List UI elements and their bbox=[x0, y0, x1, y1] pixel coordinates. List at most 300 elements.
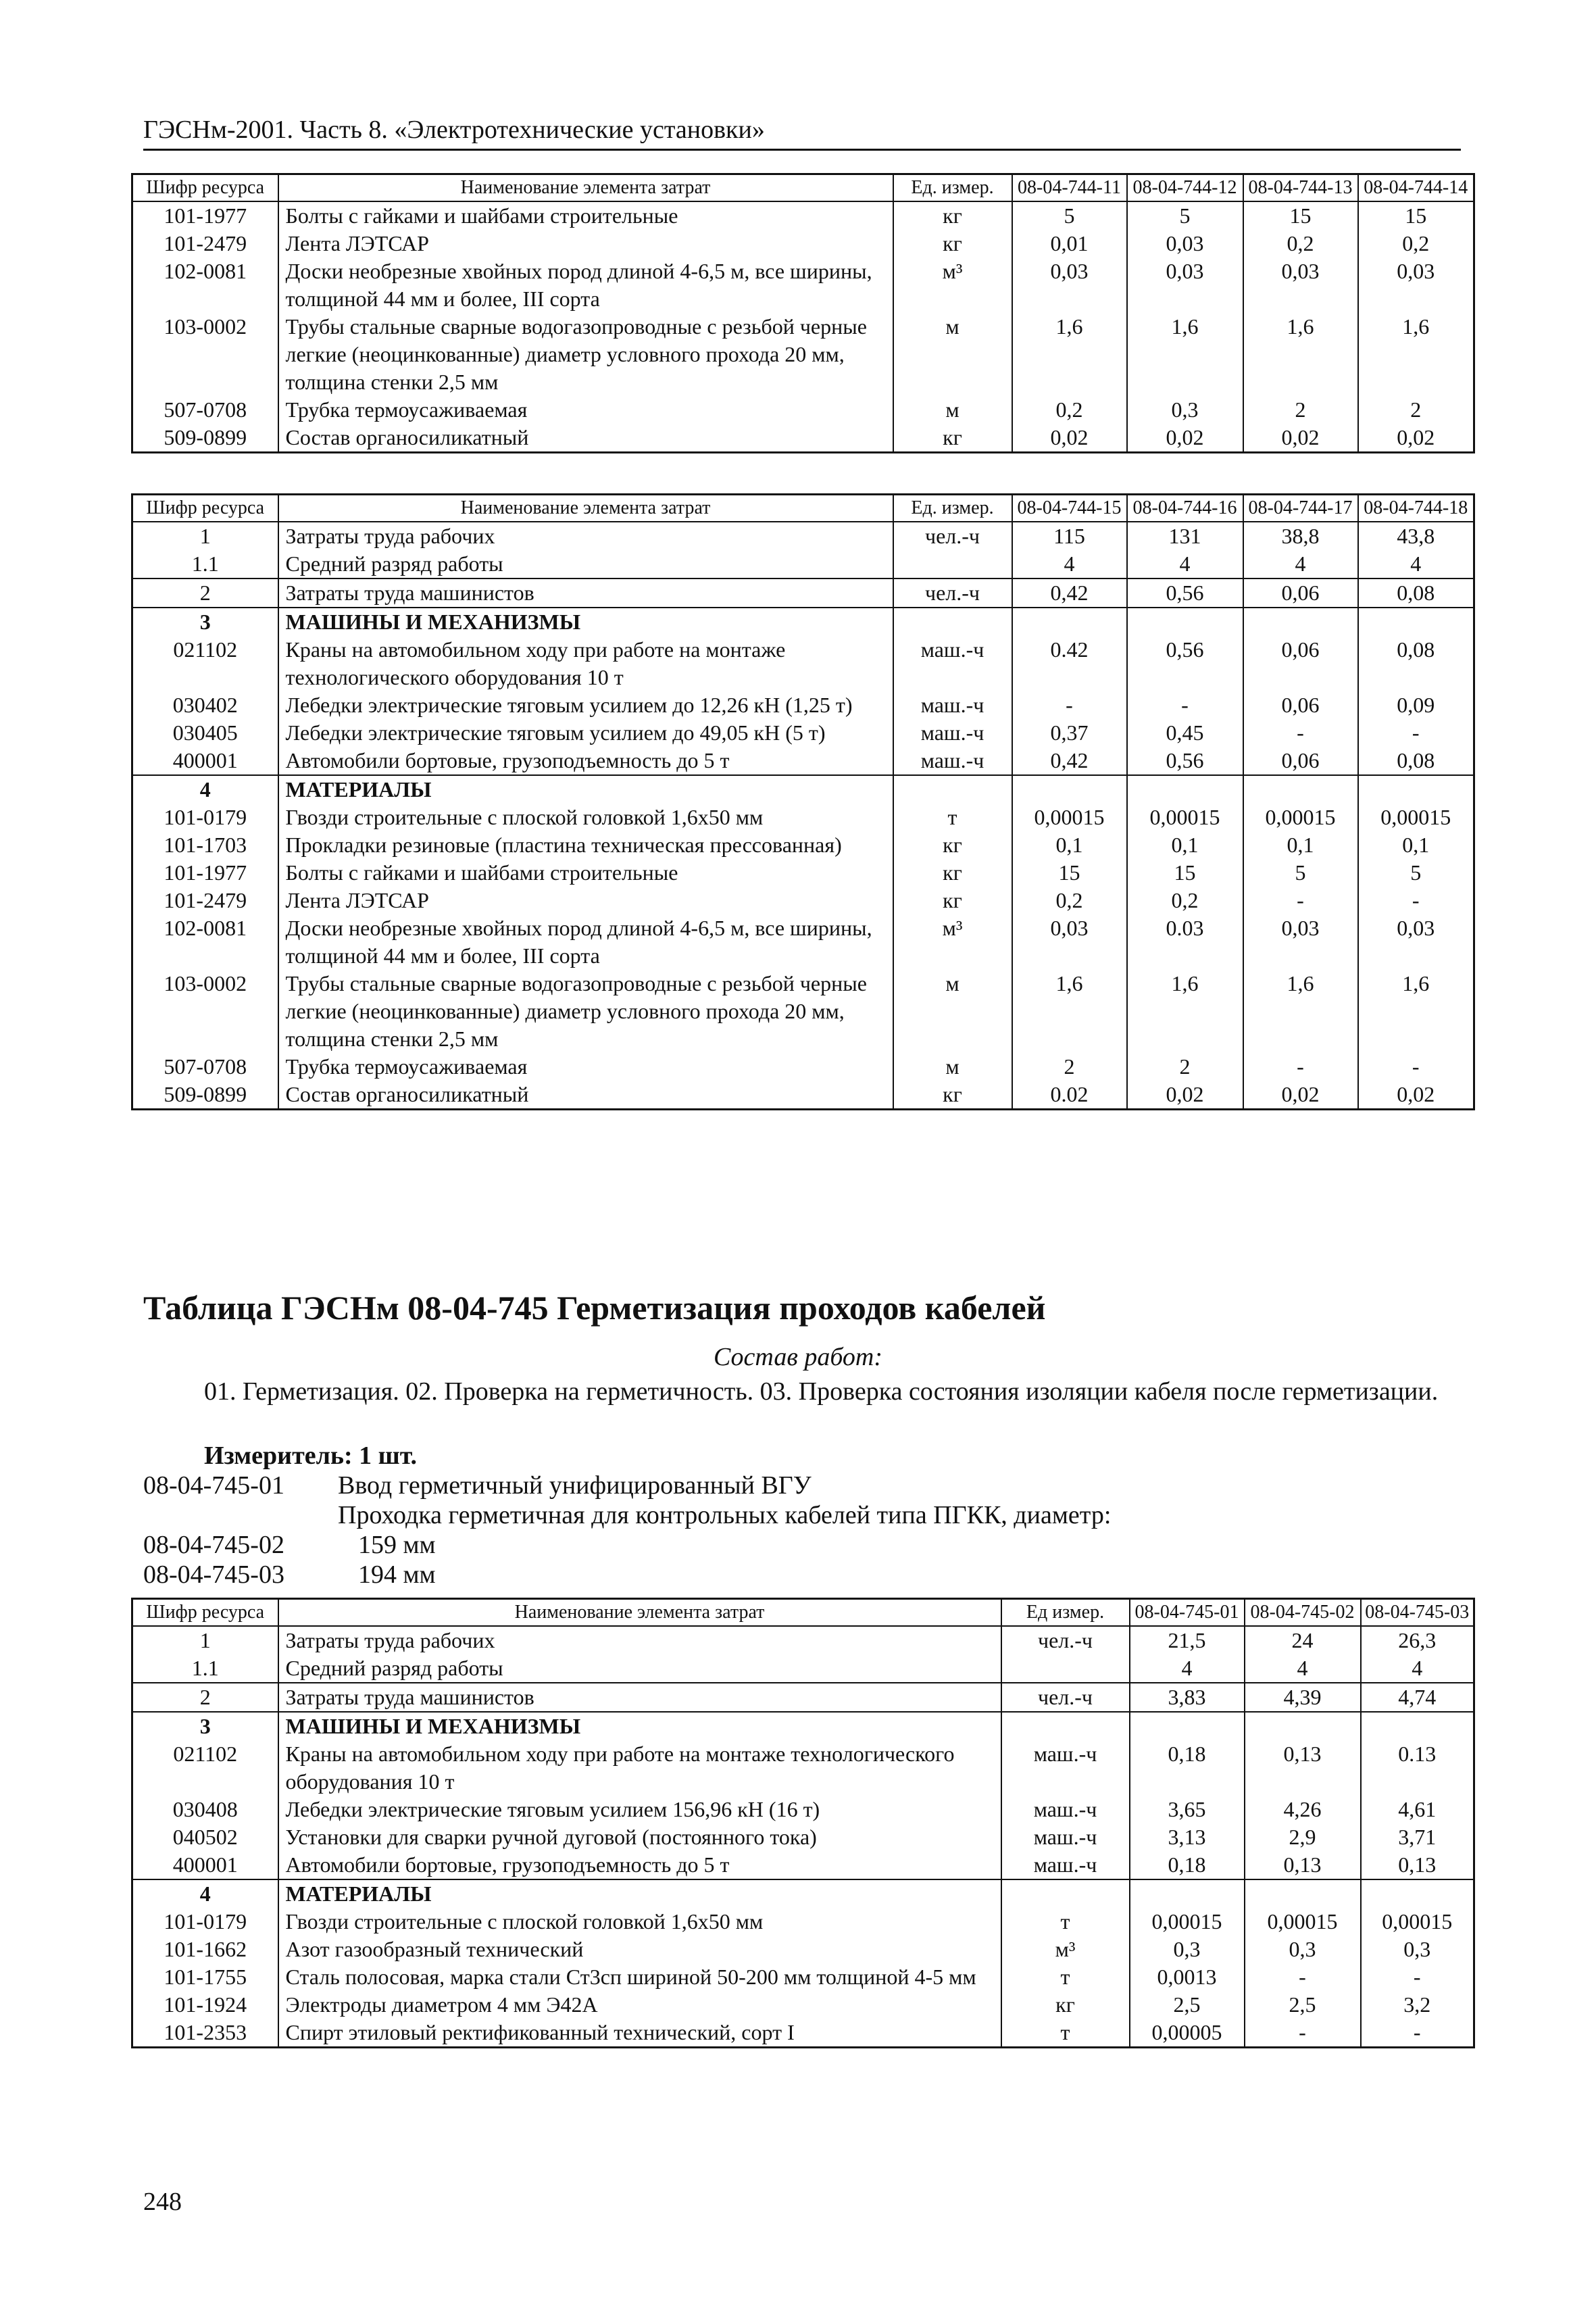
norm-value-cell: 0,1 bbox=[1358, 831, 1474, 859]
norm-value-cell bbox=[1358, 608, 1474, 636]
resource-name-cell: Состав органосиликатный bbox=[278, 1081, 893, 1110]
resource-name-cell: Лебедки электрические тяговым усилием до 49,05 кН (5 т) bbox=[278, 719, 893, 747]
unit-cell: т bbox=[1001, 1908, 1130, 1936]
col-header-norm: 08-04-744-15 bbox=[1012, 495, 1127, 522]
section-row bbox=[132, 1879, 1474, 1908]
table-row bbox=[132, 1053, 1474, 1081]
norm-value-cell: 1,6 bbox=[1358, 970, 1474, 1053]
norm-value-cell: 0,02 bbox=[1243, 424, 1358, 453]
col-header-norm: 08-04-744-11 bbox=[1012, 174, 1127, 202]
col-header-norm: 08-04-744-16 bbox=[1127, 495, 1243, 522]
unit-cell bbox=[1001, 1654, 1130, 1683]
norm-value-cell: 0,03 bbox=[1243, 914, 1358, 970]
norm-value-cell: 24 bbox=[1245, 1626, 1361, 1654]
resource-code-cell: 1 bbox=[132, 1626, 278, 1654]
norm-value-cell: - bbox=[1358, 887, 1474, 914]
norm-value-cell: 5 bbox=[1243, 859, 1358, 887]
norm-value-cell: 3,2 bbox=[1361, 1991, 1474, 2019]
norm-value-cell bbox=[1130, 1712, 1245, 1740]
resource-code-cell: 101-2479 bbox=[132, 230, 278, 257]
table-row bbox=[132, 859, 1474, 887]
norm-value-cell: 131 bbox=[1127, 522, 1243, 550]
norm-value-cell bbox=[1130, 1879, 1245, 1908]
norm-value-cell: 0.13 bbox=[1361, 1740, 1474, 1796]
unit-cell: маш.-ч bbox=[1001, 1740, 1130, 1796]
norm-value-cell: 0,56 bbox=[1127, 578, 1243, 608]
unit-cell: кг bbox=[893, 831, 1012, 859]
unit-cell: маш.-ч bbox=[893, 691, 1012, 719]
norm-value-cell: 0,3 bbox=[1245, 1936, 1361, 1963]
table-row bbox=[132, 691, 1474, 719]
unit-cell: м bbox=[893, 396, 1012, 424]
resource-code-cell: 040502 bbox=[132, 1823, 278, 1851]
col-header-unit: Ед измер. bbox=[1001, 1599, 1130, 1627]
table-row bbox=[132, 887, 1474, 914]
norm-value-cell: 0,02 bbox=[1358, 424, 1474, 453]
table-row bbox=[132, 719, 1474, 747]
resource-code-cell: 1.1 bbox=[132, 1654, 278, 1683]
norm-value-cell: 21,5 bbox=[1130, 1626, 1245, 1654]
unit-cell bbox=[893, 775, 1012, 804]
norm-value-cell: 0,00015 bbox=[1245, 1908, 1361, 1936]
meter-label: Измеритель: 1 шт. bbox=[204, 1442, 418, 1470]
resource-name-cell: Лебедки электрические тяговым усилием до 12,26 кН (1,25 т) bbox=[278, 691, 893, 719]
norm-value-cell: 0,3 bbox=[1361, 1936, 1474, 1963]
unit-cell: маш.-ч bbox=[1001, 1823, 1130, 1851]
unit-cell: т bbox=[1001, 1963, 1130, 1991]
norm-value-cell: 0,3 bbox=[1127, 396, 1243, 424]
table-row bbox=[132, 201, 1474, 230]
unit-cell bbox=[893, 608, 1012, 636]
resource-code-cell: 101-1977 bbox=[132, 201, 278, 230]
norm-value-cell: 0,00015 bbox=[1012, 804, 1127, 831]
table-row bbox=[132, 1683, 1474, 1712]
norm-value-cell: 15 bbox=[1127, 859, 1243, 887]
unit-cell: чел.-ч bbox=[1001, 1683, 1130, 1712]
table-row bbox=[132, 831, 1474, 859]
resource-name-cell: Доски необрезные хвойных пород длиной 4-6,5 м, все ширины, толщиной 44 мм и более, III сорта bbox=[278, 257, 893, 313]
unit-cell: кг bbox=[893, 201, 1012, 230]
resource-code-cell: 507-0708 bbox=[132, 1053, 278, 1081]
norm-value-cell: 1,6 bbox=[1358, 313, 1474, 396]
norm-value-cell: 0,2 bbox=[1012, 887, 1127, 914]
col-header-unit: Ед. измер. bbox=[893, 495, 1012, 522]
norm-value-cell: 4,61 bbox=[1361, 1796, 1474, 1823]
norm-value-cell bbox=[1361, 1712, 1474, 1740]
norm-value-cell: 0,1 bbox=[1127, 831, 1243, 859]
norm-value-cell: 1,6 bbox=[1012, 313, 1127, 396]
norm-text: 159 мм bbox=[358, 1531, 436, 1559]
norm-value-cell: - bbox=[1358, 1053, 1474, 1081]
norm-value-cell bbox=[1012, 608, 1127, 636]
resource-name-cell: Трубы стальные сварные водогазопроводные с резьбой черные легкие (неоцинкованные) диаметр условного прохода 20 мм, толщина стенки 2,5 мм bbox=[278, 970, 893, 1053]
norm-value-cell: 0,06 bbox=[1243, 578, 1358, 608]
resource-code-cell: 101-2479 bbox=[132, 887, 278, 914]
col-header-code: Шифр ресурса bbox=[132, 495, 278, 522]
col-header-code: Шифр ресурса bbox=[132, 1599, 278, 1627]
running-header: ГЭСНм-2001. Часть 8. «Электротехнические установки» bbox=[143, 115, 1461, 151]
unit-cell: кг bbox=[893, 230, 1012, 257]
norm-value-cell: 15 bbox=[1012, 859, 1127, 887]
resource-code-cell: 2 bbox=[132, 578, 278, 608]
resource-code-cell: 101-1703 bbox=[132, 831, 278, 859]
norm-value-cell: 0,08 bbox=[1358, 747, 1474, 775]
norm-value-cell bbox=[1243, 775, 1358, 804]
norm-value-cell: 3,83 bbox=[1130, 1683, 1245, 1712]
resource-code-cell: 3 bbox=[132, 608, 278, 636]
section-row bbox=[132, 775, 1474, 804]
norm-value-cell: 1,6 bbox=[1012, 970, 1127, 1053]
norm-value-cell: 0,00015 bbox=[1127, 804, 1243, 831]
norm-value-cell: 2,5 bbox=[1245, 1991, 1361, 2019]
norm-value-cell: 26,3 bbox=[1361, 1626, 1474, 1654]
resource-code-cell: 101-1924 bbox=[132, 1991, 278, 2019]
resource-code-cell: 103-0002 bbox=[132, 970, 278, 1053]
resource-name-cell: Болты с гайками и шайбами строительные bbox=[278, 201, 893, 230]
resource-code-cell: 030405 bbox=[132, 719, 278, 747]
resource-name-cell: Автомобили бортовые, грузоподъемность до 5 т bbox=[278, 1851, 1001, 1879]
resource-code-cell: 507-0708 bbox=[132, 396, 278, 424]
col-header-norm: 08-04-744-14 bbox=[1358, 174, 1474, 202]
resource-name-cell: Доски необрезные хвойных пород длиной 4-6,5 м, все ширины, толщиной 44 мм и более, III сорта bbox=[278, 914, 893, 970]
unit-cell: чел.-ч bbox=[1001, 1626, 1130, 1654]
resource-name-cell: Затраты труда рабочих bbox=[278, 522, 893, 550]
norm-value-cell: 0,06 bbox=[1243, 747, 1358, 775]
resource-code-cell: 400001 bbox=[132, 1851, 278, 1879]
norm-value-cell: - bbox=[1243, 719, 1358, 747]
table-row bbox=[132, 747, 1474, 775]
norm-value-cell: - bbox=[1245, 2019, 1361, 2048]
unit-cell: маш.-ч bbox=[1001, 1796, 1130, 1823]
resource-code-cell: 103-0002 bbox=[132, 313, 278, 396]
norm-value-cell: 0,42 bbox=[1012, 578, 1127, 608]
norm-value-cell: 0,13 bbox=[1361, 1851, 1474, 1879]
norm-value-cell: 0,03 bbox=[1127, 230, 1243, 257]
resource-name-cell: Гвозди строительные с плоской головкой 1,6х50 мм bbox=[278, 804, 893, 831]
norm-value-cell: 2 bbox=[1358, 396, 1474, 424]
norm-value-cell: 4 bbox=[1127, 550, 1243, 578]
table-row bbox=[132, 522, 1474, 550]
unit-cell: кг bbox=[893, 1081, 1012, 1110]
resource-name-cell: МАШИНЫ И МЕХАНИЗМЫ bbox=[278, 1712, 1001, 1740]
norm-value-cell: 0,42 bbox=[1012, 747, 1127, 775]
norm-value-cell: 4 bbox=[1245, 1654, 1361, 1683]
resource-name-cell: Сталь полосовая, марка стали Ст3сп шириной 50-200 мм толщиной 4-5 мм bbox=[278, 1963, 1001, 1991]
resource-code-cell: 509-0899 bbox=[132, 1081, 278, 1110]
col-header-norm: 08-04-744-17 bbox=[1243, 495, 1358, 522]
norm-value-cell bbox=[1127, 608, 1243, 636]
norm-text: 194 мм bbox=[358, 1560, 436, 1589]
table-row bbox=[132, 914, 1474, 970]
resource-code-cell: 3 bbox=[132, 1712, 278, 1740]
norm-value-cell: 0,56 bbox=[1127, 636, 1243, 691]
norm-value-cell: 4 bbox=[1358, 550, 1474, 578]
unit-cell: т bbox=[893, 804, 1012, 831]
resource-code-cell: 101-1662 bbox=[132, 1936, 278, 1963]
table-row bbox=[132, 2019, 1474, 2048]
table-row bbox=[132, 257, 1474, 313]
norm-value-cell: 0,00015 bbox=[1130, 1908, 1245, 1936]
norm-value-cell: 15 bbox=[1243, 201, 1358, 230]
norm-value-cell: 0,37 bbox=[1012, 719, 1127, 747]
norm-value-cell: 0,1 bbox=[1012, 831, 1127, 859]
table-row bbox=[132, 636, 1474, 691]
resource-code-cell: 4 bbox=[132, 1879, 278, 1908]
composition-label: Состав работ: bbox=[713, 1343, 883, 1371]
col-header-norm: 08-04-745-02 bbox=[1245, 1599, 1361, 1627]
norm-value-cell: 0,56 bbox=[1127, 747, 1243, 775]
unit-cell: кг bbox=[893, 424, 1012, 453]
norm-value-cell: 0,18 bbox=[1130, 1740, 1245, 1796]
norm-value-cell: 2 bbox=[1012, 1053, 1127, 1081]
resource-code-cell: 030402 bbox=[132, 691, 278, 719]
table-row bbox=[132, 396, 1474, 424]
norm-value-cell: 0,2 bbox=[1127, 887, 1243, 914]
table-row bbox=[132, 1851, 1474, 1879]
norm-value-cell: 0.03 bbox=[1127, 914, 1243, 970]
norm-value-cell: 0,2 bbox=[1243, 230, 1358, 257]
norm-value-cell bbox=[1243, 608, 1358, 636]
unit-cell: м bbox=[893, 1053, 1012, 1081]
norm-value-cell: 115 bbox=[1012, 522, 1127, 550]
norm-value-cell: - bbox=[1358, 719, 1474, 747]
resource-code-cell: 101-0179 bbox=[132, 1908, 278, 1936]
resource-name-cell: Лента ЛЭТСАР bbox=[278, 230, 893, 257]
col-header-unit: Ед. измер. bbox=[893, 174, 1012, 202]
norm-value-cell: 4 bbox=[1243, 550, 1358, 578]
resource-code-cell: 2 bbox=[132, 1683, 278, 1712]
table-row bbox=[132, 1963, 1474, 1991]
table-row bbox=[132, 1626, 1474, 1654]
norm-value-cell: 5 bbox=[1358, 859, 1474, 887]
resource-name-cell: Состав органосиликатный bbox=[278, 424, 893, 453]
unit-cell: кг bbox=[893, 859, 1012, 887]
norm-value-cell: 38,8 bbox=[1243, 522, 1358, 550]
resource-name-cell: Автомобили бортовые, грузоподъемность до 5 т bbox=[278, 747, 893, 775]
norm-value-cell: 1,6 bbox=[1127, 313, 1243, 396]
table-row bbox=[132, 1654, 1474, 1683]
unit-cell: м³ bbox=[1001, 1936, 1130, 1963]
resource-name-cell: МАТЕРИАЛЫ bbox=[278, 1879, 1001, 1908]
unit-cell bbox=[1001, 1879, 1130, 1908]
resource-name-cell: Средний разряд работы bbox=[278, 1654, 1001, 1683]
table-row bbox=[132, 578, 1474, 608]
resource-name-cell: Электроды диаметром 4 мм Э42А bbox=[278, 1991, 1001, 2019]
section-title: Таблица ГЭСНм 08-04-745 Герметизация проходов кабелей bbox=[143, 1289, 1046, 1327]
norm-value-cell bbox=[1361, 1879, 1474, 1908]
norm-value-cell: 0,0013 bbox=[1130, 1963, 1245, 1991]
col-header-norm: 08-04-745-03 bbox=[1361, 1599, 1474, 1627]
resource-code-cell: 1 bbox=[132, 522, 278, 550]
norm-value-cell: 1,6 bbox=[1127, 970, 1243, 1053]
norm-value-cell: 0,02 bbox=[1012, 424, 1127, 453]
norm-code: 08-04-745-03 bbox=[143, 1560, 284, 1589]
page-number: 248 bbox=[143, 2188, 182, 2216]
resource-code-cell: 102-0081 bbox=[132, 257, 278, 313]
norm-value-cell: 4 bbox=[1361, 1654, 1474, 1683]
norm-value-cell bbox=[1127, 775, 1243, 804]
norm-value-cell: 2,5 bbox=[1130, 1991, 1245, 2019]
norm-value-cell: 0,03 bbox=[1243, 257, 1358, 313]
norm-value-cell: 0,03 bbox=[1358, 257, 1474, 313]
unit-cell: чел.-ч bbox=[893, 522, 1012, 550]
unit-cell: маш.-ч bbox=[893, 719, 1012, 747]
unit-cell: кг bbox=[893, 887, 1012, 914]
resource-name-cell: Средний разряд работы bbox=[278, 550, 893, 578]
table-row bbox=[132, 1991, 1474, 2019]
norm-value-cell: 3,71 bbox=[1361, 1823, 1474, 1851]
norm-value-cell: 4 bbox=[1130, 1654, 1245, 1683]
unit-cell: м³ bbox=[893, 914, 1012, 970]
norm-value-cell: 1,6 bbox=[1243, 970, 1358, 1053]
table-row bbox=[132, 1936, 1474, 1963]
resource-name-cell: Азот газообразный технический bbox=[278, 1936, 1001, 1963]
resource-code-cell: 021102 bbox=[132, 1740, 278, 1796]
col-header-name: Наименование элемента затрат bbox=[278, 1599, 1001, 1627]
table-row bbox=[132, 1796, 1474, 1823]
resource-name-cell: Лента ЛЭТСАР bbox=[278, 887, 893, 914]
resource-name-cell: Затраты труда машинистов bbox=[278, 1683, 1001, 1712]
table-row bbox=[132, 804, 1474, 831]
unit-cell: чел.-ч bbox=[893, 578, 1012, 608]
resource-code-cell: 102-0081 bbox=[132, 914, 278, 970]
table-row bbox=[132, 1823, 1474, 1851]
resource-code-cell: 030408 bbox=[132, 1796, 278, 1823]
resource-name-cell: Трубка термоусаживаемая bbox=[278, 396, 893, 424]
norm-value-cell: - bbox=[1243, 887, 1358, 914]
table-row bbox=[132, 550, 1474, 578]
table-row bbox=[132, 1081, 1474, 1110]
norm-code: 08-04-745-01 bbox=[143, 1471, 284, 1500]
norm-value-cell bbox=[1245, 1712, 1361, 1740]
resource-code-cell: 101-1977 bbox=[132, 859, 278, 887]
section-row bbox=[132, 608, 1474, 636]
norm-value-cell: 0,3 bbox=[1130, 1936, 1245, 1963]
table-row bbox=[132, 313, 1474, 396]
table-row bbox=[132, 424, 1474, 453]
unit-cell: м bbox=[893, 970, 1012, 1053]
norm-value-cell: 4,39 bbox=[1245, 1683, 1361, 1712]
works-description: 01. Герметизация. 02. Проверка на герметичность. 03. Проверка состояния изоляции кабеля после герметизации. bbox=[204, 1377, 1439, 1406]
norm-value-cell: 4,26 bbox=[1245, 1796, 1361, 1823]
table-row bbox=[132, 970, 1474, 1053]
resource-name-cell: Краны на автомобильном ходу при работе на монтаже технологического оборудования 10 т bbox=[278, 1740, 1001, 1796]
resource-name-cell: Болты с гайками и шайбами строительные bbox=[278, 859, 893, 887]
resource-code-cell: 1.1 bbox=[132, 550, 278, 578]
norm-value-cell: 0,18 bbox=[1130, 1851, 1245, 1879]
norm-value-cell: 5 bbox=[1012, 201, 1127, 230]
resource-name-cell: Прокладки резиновые (пластина техническая прессованная) bbox=[278, 831, 893, 859]
resource-code-cell: 400001 bbox=[132, 747, 278, 775]
norm-value-cell: 0,03 bbox=[1012, 914, 1127, 970]
unit-cell: кг bbox=[1001, 1991, 1130, 2019]
norm-value-cell: 4 bbox=[1012, 550, 1127, 578]
norm-value-cell: - bbox=[1127, 691, 1243, 719]
resource-name-cell: МАШИНЫ И МЕХАНИЗМЫ bbox=[278, 608, 893, 636]
resource-name-cell: Установки для сварки ручной дуговой (постоянного тока) bbox=[278, 1823, 1001, 1851]
unit-cell: т bbox=[1001, 2019, 1130, 2048]
norm-value-cell: - bbox=[1361, 2019, 1474, 2048]
resource-name-cell: Лебедки электрические тяговым усилием 156,96 кН (16 т) bbox=[278, 1796, 1001, 1823]
norm-value-cell bbox=[1012, 775, 1127, 804]
resource-name-cell: Трубы стальные сварные водогазопроводные с резьбой черные легкие (неоцинкованные) диаметр условного прохода 20 мм, толщина стенки 2,5 мм bbox=[278, 313, 893, 396]
norm-code: 08-04-745-02 bbox=[143, 1531, 284, 1559]
norm-value-cell: 0,08 bbox=[1358, 636, 1474, 691]
col-header-name: Наименование элемента затрат bbox=[278, 174, 893, 202]
norm-value-cell: 0,00015 bbox=[1361, 1908, 1474, 1936]
norm-value-cell: 0,03 bbox=[1358, 914, 1474, 970]
resource-name-cell: Спирт этиловый ректификованный технический, сорт I bbox=[278, 2019, 1001, 2048]
norm-value-cell: 0,09 bbox=[1358, 691, 1474, 719]
norm-text: Проходка герметичная для контрольных кабелей типа ПГКК, диаметр: bbox=[338, 1501, 1112, 1529]
norm-value-cell: 15 bbox=[1358, 201, 1474, 230]
norm-value-cell: 0,02 bbox=[1127, 1081, 1243, 1110]
norm-value-cell: 0,00005 bbox=[1130, 2019, 1245, 2048]
col-header-norm: 08-04-744-13 bbox=[1243, 174, 1358, 202]
norm-value-cell: - bbox=[1243, 1053, 1358, 1081]
norm-text: Ввод герметичный унифицированный ВГУ bbox=[338, 1471, 812, 1500]
resource-name-cell: Трубка термоусаживаемая bbox=[278, 1053, 893, 1081]
norm-value-cell: 0,00015 bbox=[1243, 804, 1358, 831]
resource-table-744-15-18 bbox=[131, 493, 1475, 1110]
resource-code-cell: 101-1755 bbox=[132, 1963, 278, 1991]
norm-value-cell: - bbox=[1361, 1963, 1474, 1991]
unit-cell: м³ bbox=[893, 257, 1012, 313]
resource-name-cell: Гвозди строительные с плоской головкой 1,6х50 мм bbox=[278, 1908, 1001, 1936]
unit-cell: маш.-ч bbox=[893, 747, 1012, 775]
unit-cell: маш.-ч bbox=[893, 636, 1012, 691]
norm-value-cell: 0,2 bbox=[1012, 396, 1127, 424]
resource-name-cell: Затраты труда машинистов bbox=[278, 578, 893, 608]
norm-value-cell: 43,8 bbox=[1358, 522, 1474, 550]
norm-value-cell: 0,06 bbox=[1243, 691, 1358, 719]
norm-value-cell bbox=[1358, 775, 1474, 804]
resource-code-cell: 101-2353 bbox=[132, 2019, 278, 2048]
resource-code-cell: 101-0179 bbox=[132, 804, 278, 831]
table-row bbox=[132, 1740, 1474, 1796]
norm-value-cell: 5 bbox=[1127, 201, 1243, 230]
norm-value-cell: 2,9 bbox=[1245, 1823, 1361, 1851]
norm-value-cell: - bbox=[1245, 1963, 1361, 1991]
norm-value-cell: 0,45 bbox=[1127, 719, 1243, 747]
resource-name-cell: Краны на автомобильном ходу при работе на монтаже технологического оборудования 10 т bbox=[278, 636, 893, 691]
norm-value-cell: 1,6 bbox=[1243, 313, 1358, 396]
norm-value-cell: 0,02 bbox=[1243, 1081, 1358, 1110]
norm-value-cell: 3,13 bbox=[1130, 1823, 1245, 1851]
col-header-norm: 08-04-744-18 bbox=[1358, 495, 1474, 522]
norm-value-cell: 0,13 bbox=[1245, 1740, 1361, 1796]
norm-value-cell: 2 bbox=[1127, 1053, 1243, 1081]
norm-value-cell: 0.42 bbox=[1012, 636, 1127, 691]
col-header-norm: 08-04-744-12 bbox=[1127, 174, 1243, 202]
norm-value-cell: - bbox=[1012, 691, 1127, 719]
unit-cell bbox=[1001, 1712, 1130, 1740]
col-header-code: Шифр ресурса bbox=[132, 174, 278, 202]
norm-value-cell: 0.02 bbox=[1012, 1081, 1127, 1110]
unit-cell: маш.-ч bbox=[1001, 1851, 1130, 1879]
resource-name-cell: МАТЕРИАЛЫ bbox=[278, 775, 893, 804]
resource-code-cell: 4 bbox=[132, 775, 278, 804]
resource-name-cell: Затраты труда рабочих bbox=[278, 1626, 1001, 1654]
norm-value-cell: 0,00015 bbox=[1358, 804, 1474, 831]
resource-code-cell: 021102 bbox=[132, 636, 278, 691]
table-row bbox=[132, 1908, 1474, 1936]
norm-value-cell: 0,1 bbox=[1243, 831, 1358, 859]
norm-value-cell: 0,03 bbox=[1127, 257, 1243, 313]
table-row bbox=[132, 230, 1474, 257]
norm-value-cell: 0,01 bbox=[1012, 230, 1127, 257]
resource-table-744-11-14 bbox=[131, 173, 1475, 453]
